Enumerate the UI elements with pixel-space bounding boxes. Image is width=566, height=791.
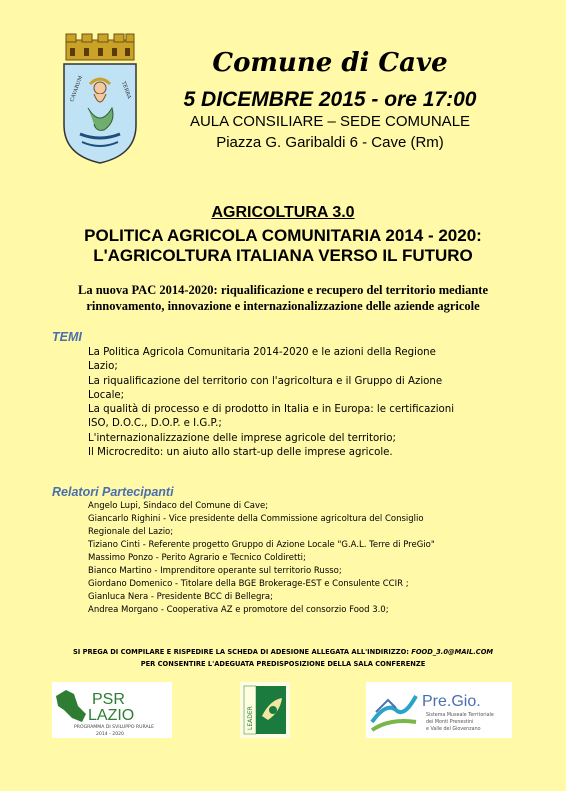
event-address: Piazza G. Garibaldi 6 - Cave (Rm)	[216, 134, 444, 151]
list-item: La qualità di processo e di prodotto in Italia e in Europa: le certificazioni	[88, 404, 455, 416]
event-description	[40, 282, 526, 314]
pregio-name: Pre.Gio.	[422, 693, 481, 710]
list-item: Lazio;	[88, 361, 118, 373]
event-description-line: La nuova PAC 2014-2020: riqualificazione e recupero del territorio mediante	[77, 283, 488, 297]
list-item: ISO, D.O.C., D.O.P. e I.G.P.;	[88, 418, 222, 430]
notice-text: SI PREGA DI COMPILARE E RISPEDIRE LA SCHEDA DI ADESIONE ALLEGATA ALL'INDIRIZZO:	[72, 648, 412, 656]
list-item: La Politica Agricola Comunitaria 2014-2020 e le azioni della Regione	[88, 347, 436, 358]
contact-email[interactable]: FOOD_3.0@MAIL.COM	[411, 648, 494, 656]
event-subtitle-1: POLITICA AGRICOLA COMUNITARIA 2014 - 2020:	[84, 226, 482, 245]
leader-text: LEADER	[247, 706, 254, 730]
event-subtitle-2: L'AGRICOLTURA ITALIANA VERSO IL FUTURO	[93, 246, 473, 265]
temi-list	[88, 346, 528, 460]
psr-lazio-logo	[52, 682, 172, 738]
list-item: Il Microcredito: un aiuto allo start-up delle imprese agricole.	[88, 447, 393, 459]
list-item: Gianluca Nera - Presidente BCC di Bellegra;	[88, 592, 273, 602]
svg-text:TERRA: TERRA	[120, 80, 132, 100]
event-venue: AULA CONSILIARE – SEDE COMUNALE	[189, 113, 471, 130]
list-item: Giordano Domenico - Titolare della BGE Brokerage-EST e Consulente CCIR ;	[88, 579, 409, 589]
psr-text: PSR	[92, 691, 125, 708]
temi-heading: TEMI	[52, 330, 82, 344]
list-item: Tiziano Cinti - Referente progetto Gruppo di Azione Locale "G.A.L. Terre di PreGio"	[88, 540, 435, 550]
pregio-logo	[366, 682, 512, 738]
pregio-caption-2: dei Monti Prenestini	[426, 720, 474, 725]
list-item: Regionale del Lazio;	[88, 527, 174, 537]
pregio-caption-1: Sistema Museale Territoriale	[426, 713, 494, 718]
relatori-list	[88, 500, 528, 617]
event-title: AGRICOLTURA 3.0	[211, 204, 355, 221]
list-item: Bianco Martino - Imprenditore operante sul territorio Russo;	[88, 566, 342, 576]
municipality-title: Comune di Cave	[212, 48, 448, 78]
event-date: 5 DICEMBRE 2015 - ore 17:00	[183, 88, 477, 111]
list-item: Massimo Ponzo - Perito Agrario e Tecnico Coldiretti;	[88, 553, 306, 563]
relatori-heading: Relatori Partecipanti	[52, 485, 174, 499]
psr-years: 2014 - 2020	[96, 732, 124, 737]
coat-of-arms-logo	[60, 30, 140, 165]
event-description-line: rinnovamento, innovazione e internazionalizzazione delle aziende agricole	[86, 299, 480, 313]
psr-caption: PROGRAMMA DI SVILUPPO RURALE	[74, 725, 155, 730]
registration-notice	[0, 646, 566, 670]
leader-logo	[240, 682, 290, 738]
list-item: L'internazionalizzazione delle imprese agricole del territorio;	[88, 432, 396, 444]
list-item: Giancarlo Righini - Vice presidente della Commissione agricoltura del Consiglio	[88, 514, 424, 524]
pregio-caption-3: e Valle del Giovenzano	[426, 727, 481, 732]
lazio-text: LAZIO	[88, 707, 135, 724]
svg-text:CAVARUM: CAVARUM	[69, 75, 85, 103]
notice-text-2: PER CONSENTIRE L'ADEGUATA PREDISPOSIZIONE DELLA SALA CONFERENZE	[140, 660, 426, 668]
list-item: Locale;	[88, 389, 125, 401]
list-item: La riqualificazione del territorio con l'agricoltura e il Gruppo di Azione	[88, 375, 443, 387]
list-item: Angelo Lupi, Sindaco del Comune di Cave;	[88, 501, 269, 511]
list-item: Andrea Morgano - Cooperativa AZ e promotore del consorzio Food 3.0;	[88, 605, 389, 615]
